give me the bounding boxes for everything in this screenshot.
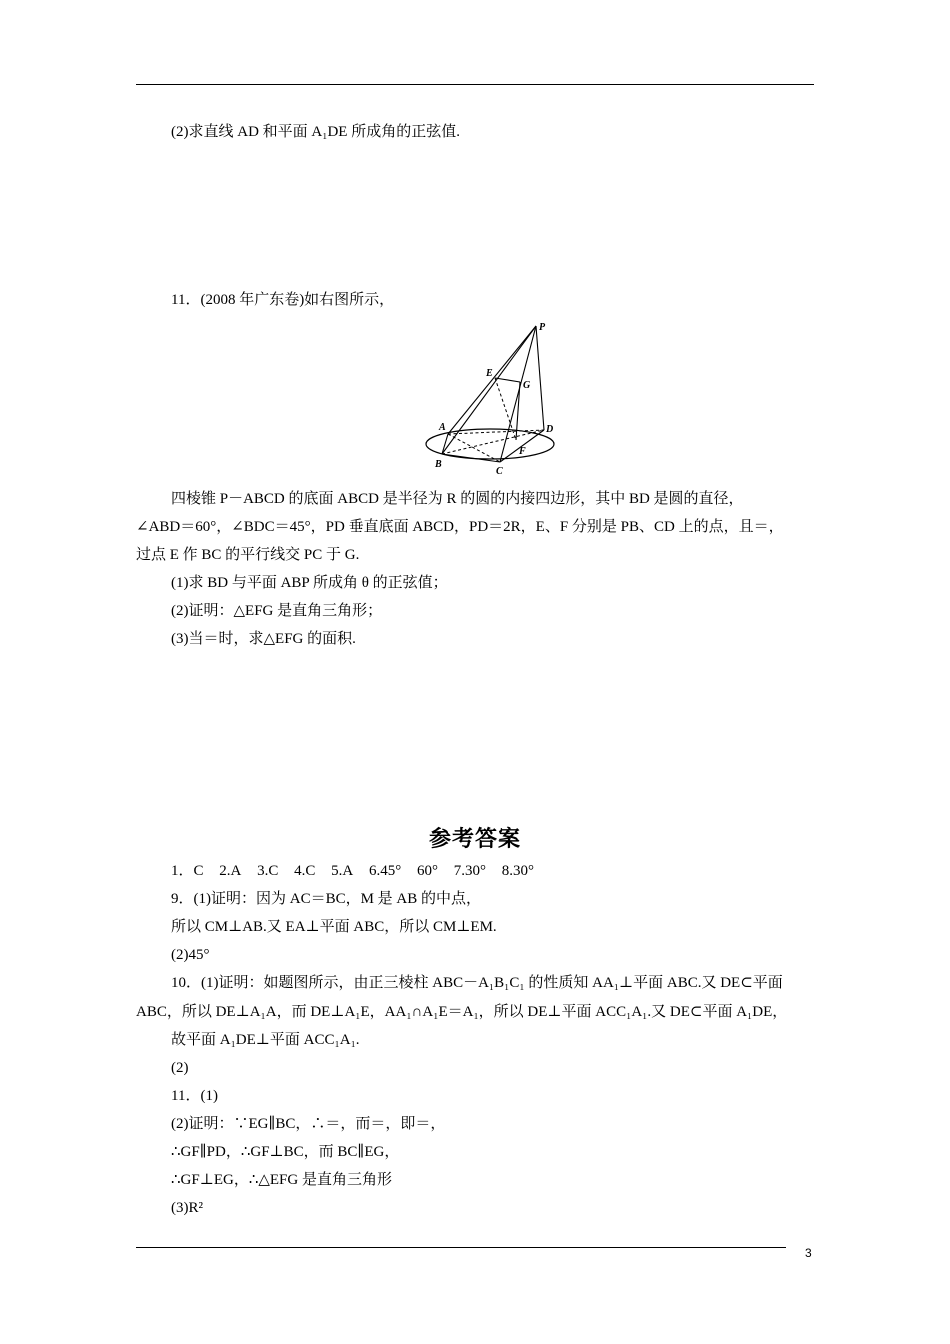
header-rule (136, 84, 814, 85)
answer-item: 5.A (331, 863, 354, 879)
answer-10-line-2: ABC，所以 DE⊥A₁A，而 DE⊥A₁E，AA₁∩A₁E＝A₁，所以 DE⊥平面 ACC₁A₁.又 DE⊂平面 A₁DE， (136, 1004, 788, 1020)
q11-para-2: ∠ABD＝60°，∠BDC＝45°，PD 垂直底面 ABCD，PD＝2R，E、F 分别是 PB、CD 上的点，且＝， (136, 519, 784, 535)
label-B: B (435, 459, 442, 470)
answers-line-1 (171, 861, 546, 881)
q10-part2: (2)求直线 AD 和平面 A₁DE 所成角的正弦值. (171, 124, 460, 140)
page-number: 3 (805, 1246, 812, 1260)
label-F: F (519, 446, 526, 457)
label-P: P (539, 322, 546, 333)
label-C: C (496, 466, 503, 476)
answer-11-line-2: (2)证明：∵EG∥BC，∴＝，而＝，即＝， (171, 1116, 446, 1132)
answers-title: 参考答案 (428, 827, 521, 852)
answer-item: 4.C (294, 863, 316, 879)
q11-sub-1: (1)求 BD 与平面 ABP 所成角 θ 的正弦值； (171, 575, 448, 591)
answer-10-line-3: 故平面 A₁DE⊥平面 ACC₁A₁. (171, 1032, 360, 1048)
answer-9-line-3: (2)45° (171, 947, 210, 963)
answer-item: 3.C (257, 863, 279, 879)
answer-9-line-2: 所以 CM⊥AB.又 EA⊥平面 ABC，所以 CM⊥EM. (171, 919, 497, 935)
answer-11-line-4: ∴GF⊥EG，∴△EFG 是直角三角形 (171, 1172, 392, 1188)
answer-item: 6.45° (368, 863, 402, 879)
answer-item: 2.A (219, 863, 242, 879)
q11-para-1: 四棱锥 P－ABCD 的底面 ABCD 是半径为 R 的圆的内接四边形，其中 BD 是圆的直径， (171, 491, 744, 507)
answer-9-line-1: 9．(1)证明：因为 AC＝BC，M 是 AB 的中点， (171, 891, 482, 907)
label-G: G (523, 380, 531, 391)
q11-sub-2: (2)证明：△EFG 是直角三角形； (171, 603, 383, 619)
answer-item: 60° (416, 863, 438, 879)
answer-10-line-1: 10．(1)证明：如题图所示，由正三棱柱 ABC－A₁B₁C₁ 的性质知 AA₁⊥平面 ABC.又 DE⊂平面 (171, 975, 783, 991)
answer-11-line-3: ∴GF∥PD，∴GF⊥BC，而 BC∥EG， (171, 1144, 400, 1160)
q11-sub-3: (3)当＝时，求△EFG 的面积. (171, 631, 356, 647)
q11-para-3: 过点 E 作 BC 的平行线交 PC 于 G. (136, 547, 360, 563)
label-E: E (486, 368, 493, 379)
label-D: D (546, 424, 554, 435)
answer-item: 7.30° (453, 863, 486, 879)
label-A: A (439, 422, 446, 433)
answer-item: 1．C (171, 863, 204, 879)
answer-10-line-4: (2) (171, 1060, 189, 1076)
answer-11-line-1: 11．(1) (171, 1088, 218, 1104)
answer-item: 8.30° (501, 863, 534, 879)
footer-rule (136, 1247, 786, 1248)
answer-11-line-5: (3)R² (171, 1200, 203, 1216)
pyramid-figure (420, 316, 560, 476)
q11-heading: 11．(2008 年广东卷)如右图所示， (171, 292, 395, 308)
